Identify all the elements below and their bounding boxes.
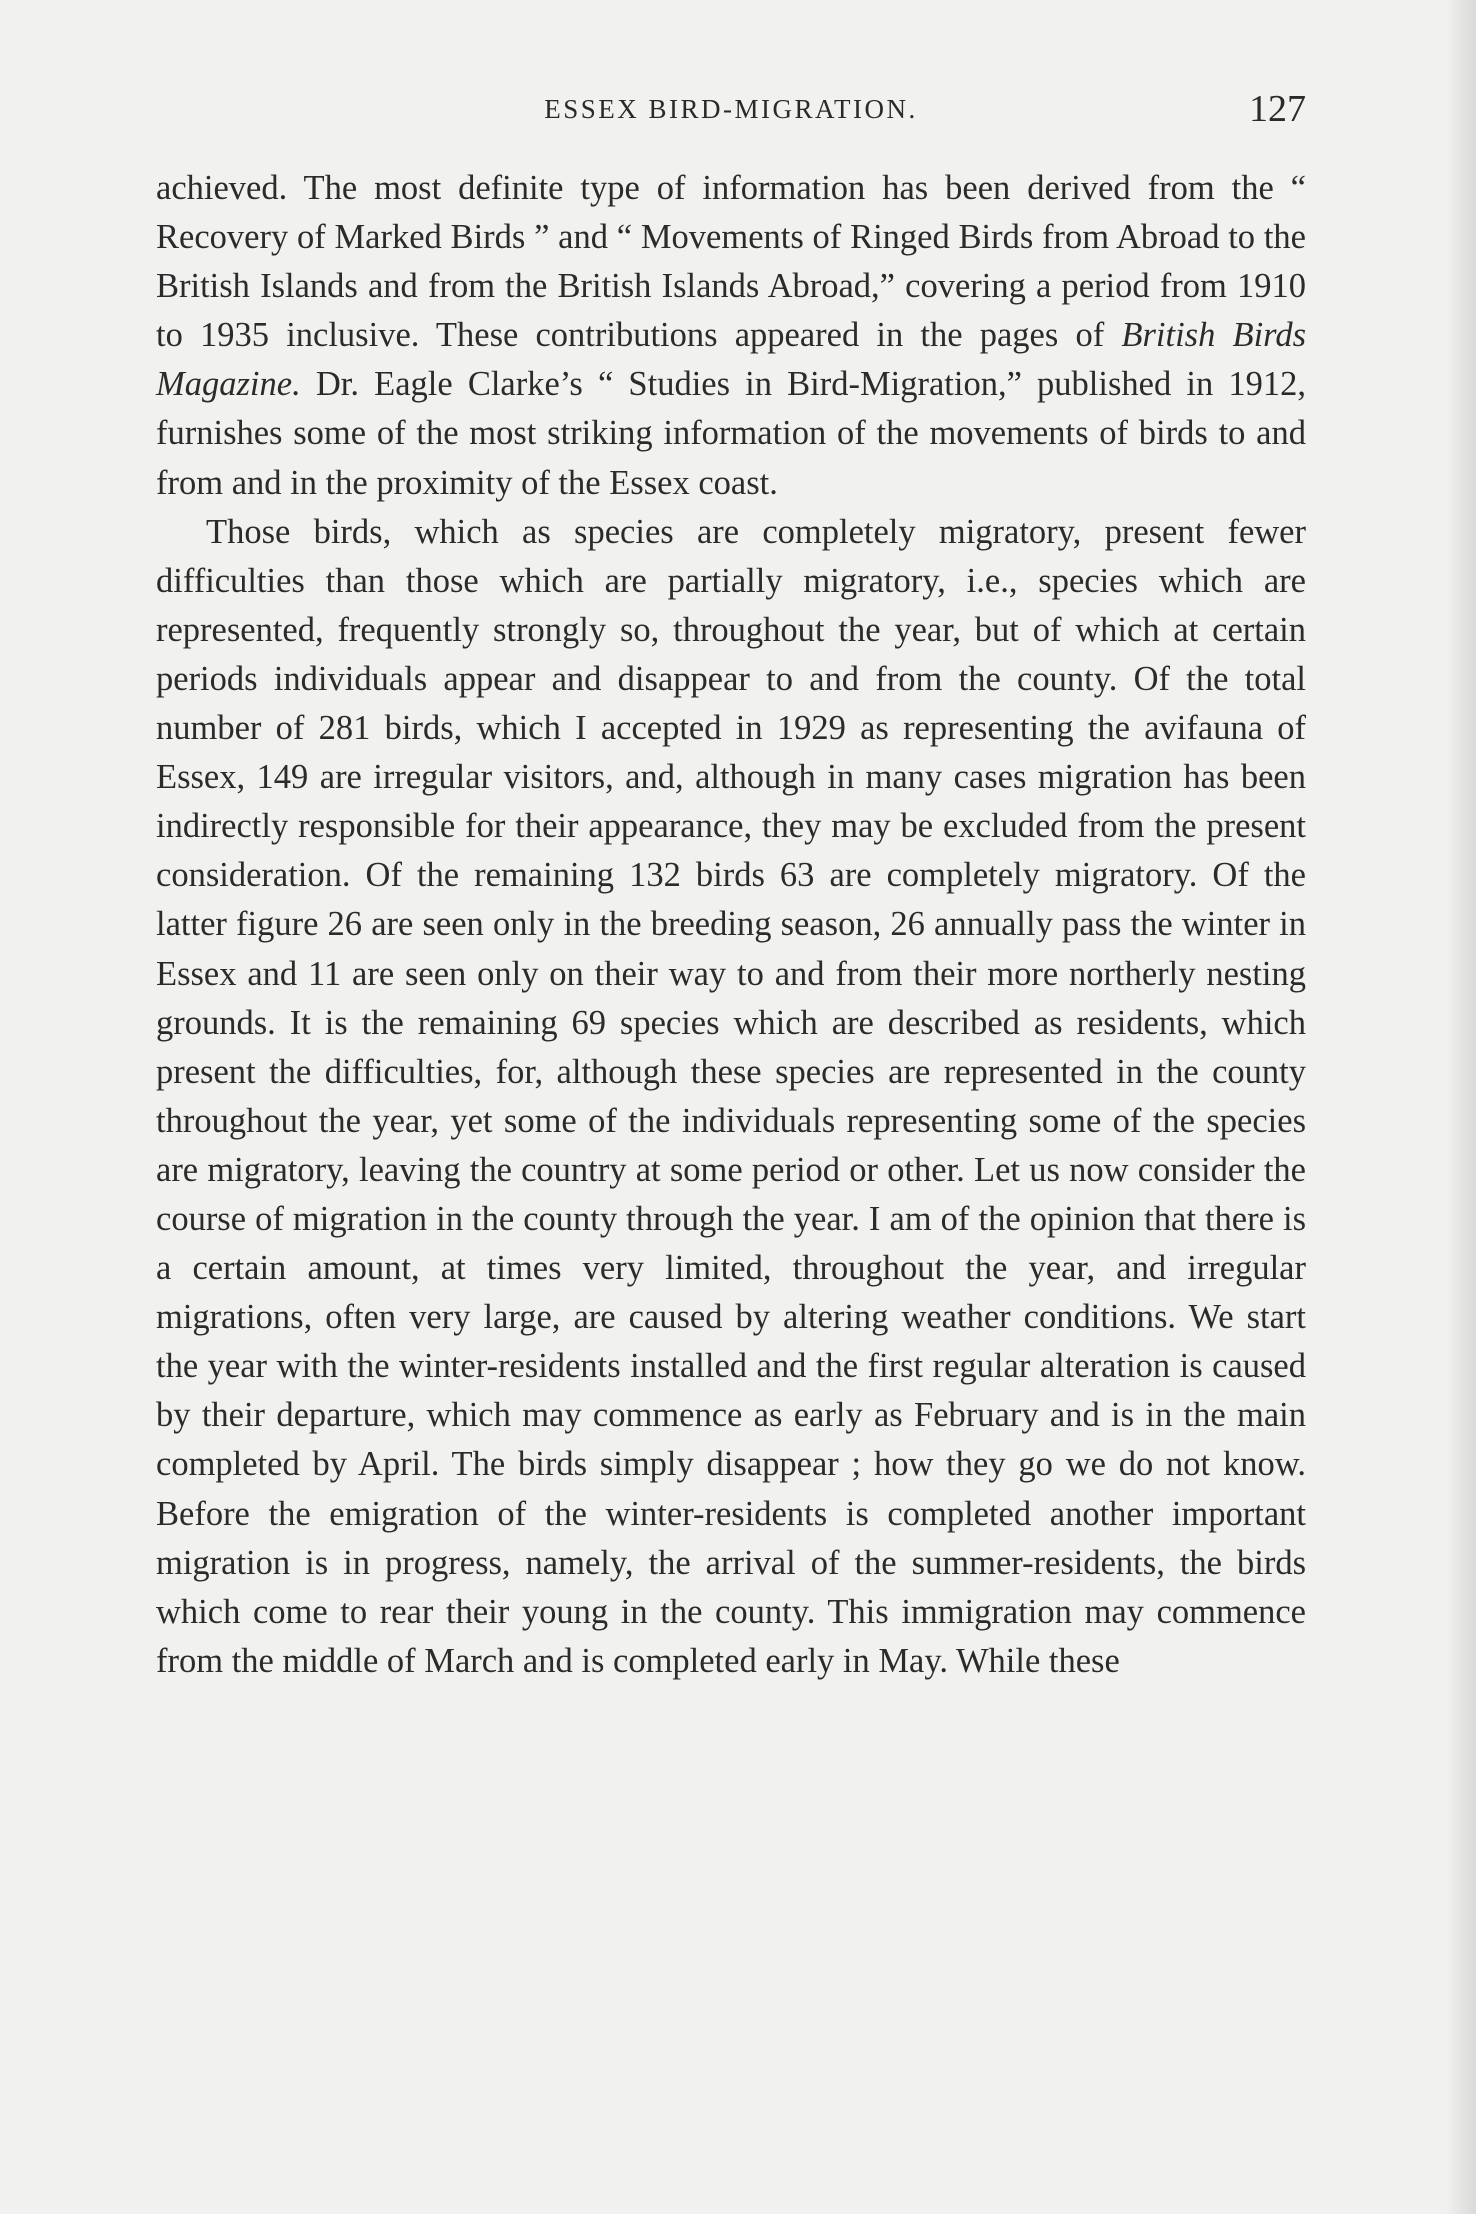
paragraph-2: Those birds, which as species are completely migratory, present fewer difficulties than those which are partially migratory, i.e., species which are represented, frequently strongly so, throughout the year, but of which at certain periods individuals appear and disappear to and from the county. Of the total number of 281 birds, which I accepted in 1929 as representing the avifauna of Essex, 149 are irregular visitors, and, although in many cases migration has been indirectly responsible for their appearance, they may be excluded from the present consideration. Of the remaining 132 birds 63 are completely migratory. Of the latter figure 26 are seen only in the breeding season, 26 annually pass the winter in Essex and 11 are seen only on their way to and from their more northerly nesting grounds. It is the remaining 69 species which are described as residents, which present the difficulties, for, although these species are represented in the county throughout the year, yet some of the individuals representing some of the species are migratory, leaving the country at some period or other. Let us now consider the course of migration in the county through the year. I am of the opinion that there is a certain amount, at times very limited, throughout the year, and irregular migrations, often very large, are caused by altering weather conditions. We start the year with the winter-residents installed and the first regular alteration is caused by their departure, which may commence as early as February and is in the main completed by April. The birds simply disappear ; how they go we do not know. Before the emigration of the winter-residents is completed another important migration is in progress, namely, the arrival of the summer-residents, the birds which come to rear their young in the county. This immigration may commence from the middle of March and is completed early in May. While these <box>156 512 1306 1680</box>
paragraph-1 <box>156 164 1306 508</box>
paragraph-1-text-a: achieved. The most definite type of information has been derived from the “ Recovery of Marked Birds ” and “ Movements of Ringed Birds from Abroad to the British Islands and from the British Islands Abroad,” covering a period from 1910 to 1935 inclusive. These contributions appeared in the pages of <box>156 169 1306 355</box>
body-text <box>156 164 1306 1686</box>
page-number: 127 <box>1249 88 1306 130</box>
paragraph-1-text-b: Dr. Eagle Clarke’s “ Studies in Bird-Migration,” published in 1912, furnishes some of the most striking information of the movements of birds to and from and in the proximity of the Essex coast. <box>156 365 1306 502</box>
page-edge-shadow <box>1446 0 1476 2214</box>
magazine-title-italic: British Birds Magazine. <box>156 316 1306 404</box>
running-title: ESSEX BIRD-MIGRATION. <box>544 94 918 124</box>
running-head <box>156 84 1306 134</box>
